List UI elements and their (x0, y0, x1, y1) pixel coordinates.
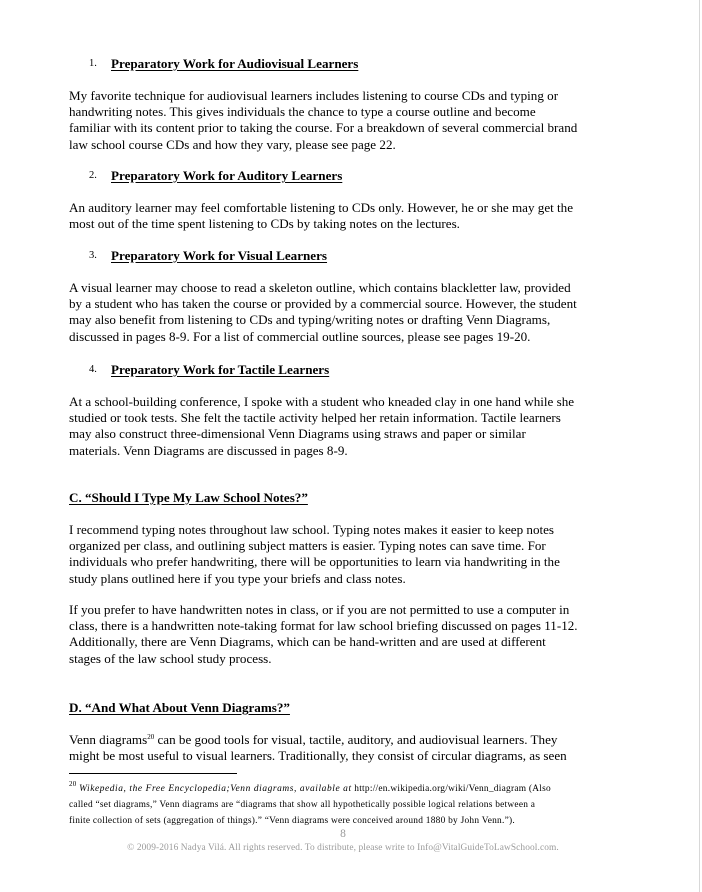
text-line: My favorite technique for audiovisual learners includes listening to course CDs and typing or (69, 88, 559, 103)
item-number: 2. (89, 170, 97, 181)
item-title: Preparatory Work for Audiovisual Learners (111, 56, 359, 71)
text-line: study plans outlined here if you type your briefs and class notes. (69, 570, 406, 586)
section-d-paragraph (69, 732, 629, 764)
footnote-url-text[interactable]: http://en.wikipedia.org/wiki/Venn_diagram (Also (351, 784, 551, 794)
item-number: 4. (89, 364, 97, 375)
item-title: Preparatory Work for Auditory Learners (111, 168, 343, 183)
text-line: A visual learner may choose to read a skeleton outline, which contains blackletter law, provided (69, 280, 571, 295)
footnote-line: called “set diagrams,” Venn diagrams are “diagrams that show all hypothetically possible logical relations between a (69, 800, 536, 810)
text-line: class, there is a handwritten note-taking format for law school briefing discussed on pages 11-12. (69, 618, 578, 634)
copyright-notice: © 2009-2016 Nadya Vilá. All rights reserved. To distribute, please write to Info@VitalGuideToLawSchool.com. (127, 843, 559, 853)
text-line: might be most useful to visual learners. Traditionally, they consist of circular diagrams, as seen (69, 748, 567, 764)
text-line: An auditory learner may feel comfortable listening to CDs only. However, he or she may get the (69, 200, 574, 215)
text-line (69, 732, 629, 748)
item-1-paragraph (69, 88, 629, 153)
item-2-paragraph (69, 200, 629, 232)
text-line: materials. Venn Diagrams are discussed in pages 8-9. (69, 442, 348, 458)
section-c-heading: C. “Should I Type My Law School Notes?” (69, 490, 308, 505)
text-line: I recommend typing notes throughout law school. Typing notes makes it easier to keep notes (69, 522, 555, 537)
page-number: 8 (340, 828, 346, 840)
item-4-paragraph (69, 394, 629, 459)
footnote-divider (69, 773, 237, 774)
text-line: may also construct three-dimensional Venn Diagrams using straws and paper or similar (69, 426, 526, 442)
text-line: discussed in pages 8-9. For a list of commercial outline sources, please see pages 19-20. (69, 328, 531, 344)
footnote-line: finite collection of sets (aggregation of things).” “Venn diagrams were conceived around 1880 by John Venn.”). (69, 816, 515, 826)
text-line: handwriting notes. This gives individuals the chance to type a course outline and become (69, 104, 536, 120)
text-line: may also benefit from listening to CDs and typing/writing notes or drafting Venn Diagrams, (69, 312, 551, 328)
text-line: If you prefer to have handwritten notes in class, or if you are not permitted to use a computer in (69, 602, 570, 617)
item-title: Preparatory Work for Tactile Learners (111, 362, 330, 377)
text-line: stages of the law school study process. (69, 650, 272, 666)
text-line: most out of the time spent listening to CDs by taking notes on the lectures. (69, 216, 460, 232)
text-line: studied or took tests. She felt the tactile activity helped her retain information. Tactile learners (69, 410, 561, 426)
page-edge-divider (699, 0, 700, 892)
item-number: 1. (89, 58, 97, 69)
item-3-paragraph (69, 280, 629, 345)
item-number: 3. (89, 250, 97, 261)
text-line: individuals who prefer handwriting, there will be opportunities to learn via handwriting in the (69, 554, 560, 570)
text-line: organized per class, and outlining subject matters is easier. Typing notes can save time. For (69, 538, 546, 554)
text-line: Additionally, there are Venn Diagrams, which can be hand-written and are used at different (69, 634, 546, 650)
section-d-heading: D. “And What About Venn Diagrams?” (69, 700, 290, 715)
section-c-paragraph-2 (69, 602, 629, 667)
text-line: familiar with its content prior to taking the course. For a breakdown of several commercial brand (69, 120, 578, 136)
footnote (69, 781, 629, 829)
footnote-source-title: Wikepedia, the Free Encyclopedia;Venn diagrams, available at (79, 784, 352, 794)
text-run: can be good tools for visual, tactile, auditory, and audiovisual learners. They (154, 732, 558, 747)
text-line: At a school-building conference, I spoke with a student who kneaded clay in one hand while she (69, 394, 575, 409)
section-c-paragraph-1 (69, 522, 629, 587)
text-line: law school course CDs and how they vary, please see page 22. (69, 136, 396, 152)
footnote-number: 20 (69, 780, 77, 788)
text-line: by a student who has taken the course or provided by a commercial source. However, the student (69, 296, 577, 312)
item-title: Preparatory Work for Visual Learners (111, 248, 328, 263)
footnote-line (69, 781, 629, 797)
text-run: Venn diagrams (69, 732, 148, 747)
footnote-reference[interactable]: 20 (147, 733, 155, 741)
